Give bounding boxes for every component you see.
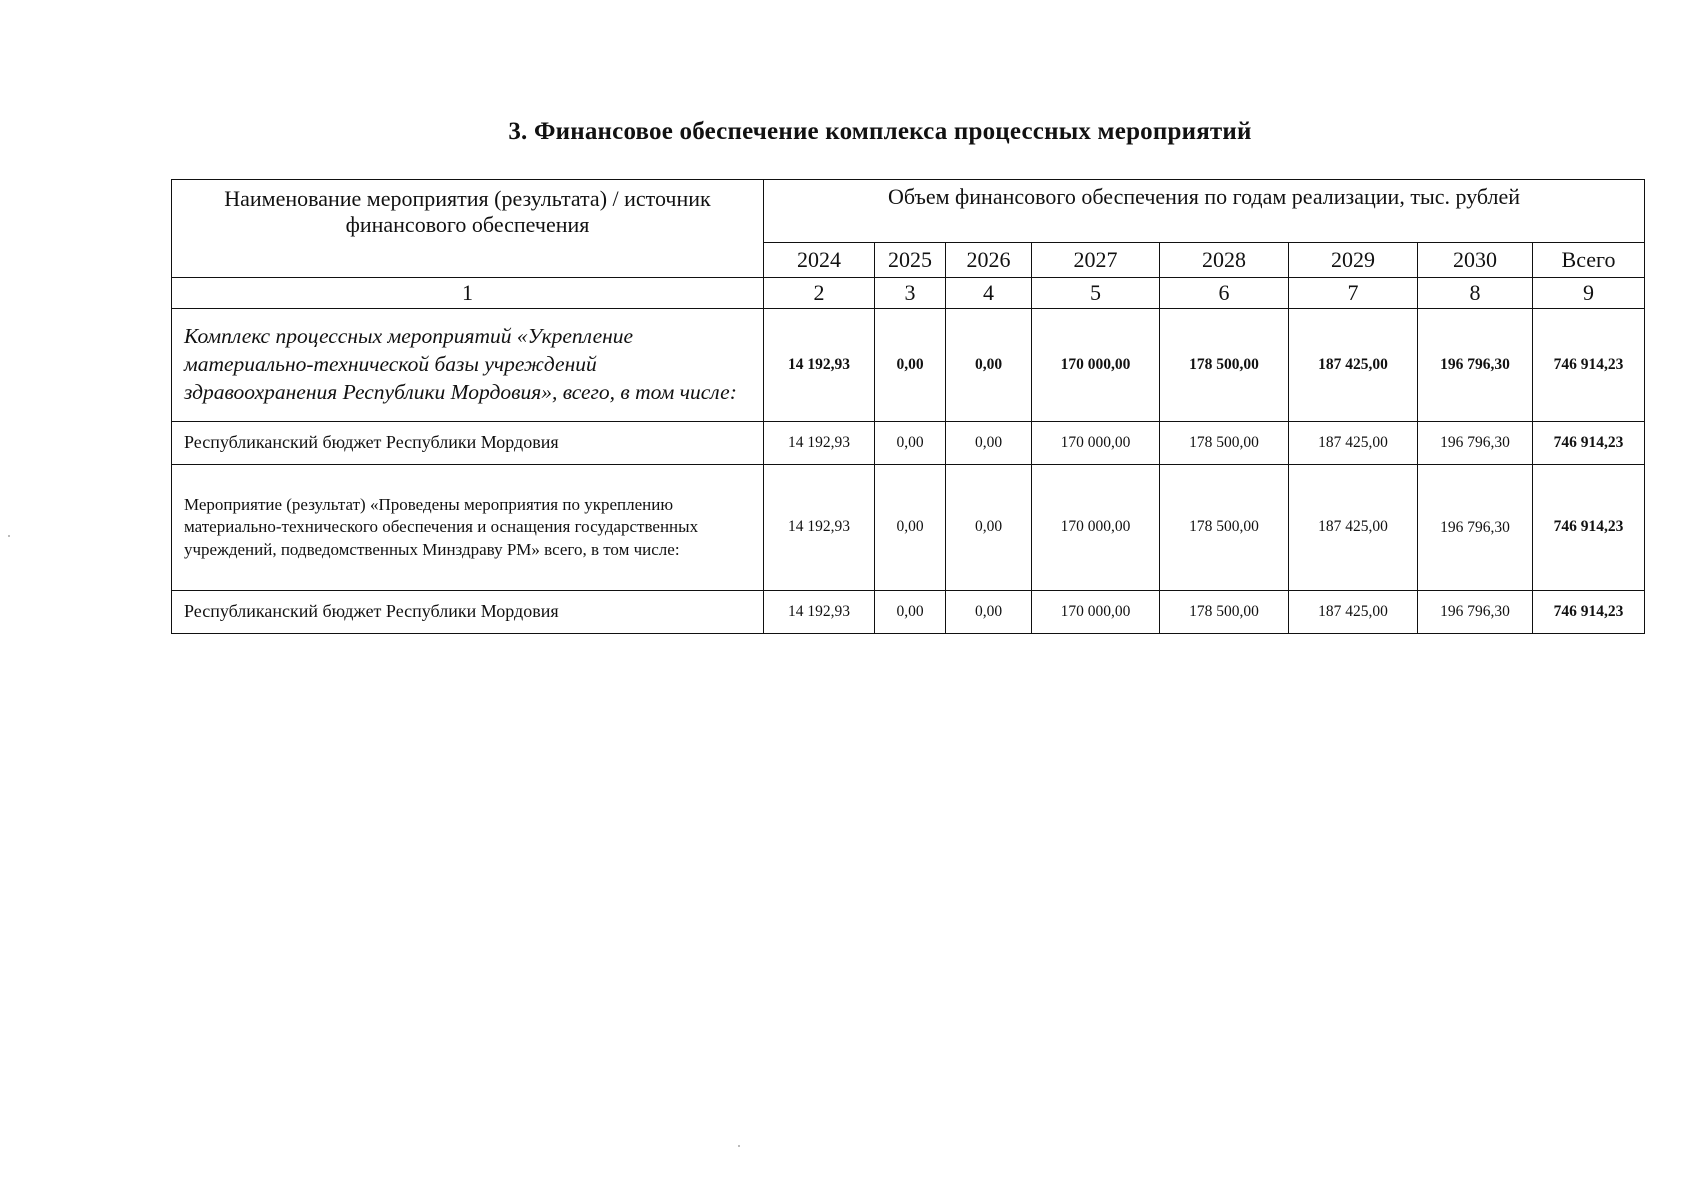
column-number: 9 [1533, 278, 1645, 309]
value-cell: 178 500,00 [1160, 465, 1289, 591]
year-cell: 2024 [764, 243, 875, 278]
column-number: 8 [1418, 278, 1533, 309]
year-cell: 2029 [1289, 243, 1418, 278]
value-cell: 178 500,00 [1160, 422, 1289, 465]
column-number: 5 [1032, 278, 1160, 309]
value-cell: 170 000,00 [1032, 465, 1160, 591]
total-cell: 746 914,23 [1533, 422, 1645, 465]
column-number: 4 [946, 278, 1032, 309]
financing-table [171, 179, 1645, 634]
row-name: Мероприятие (результат) «Проведены мероприятия по укреплению материально-технического обеспечения и оснащения государственных учреждений, подведомственных Минздраву РМ» всего, в том числе: [172, 465, 764, 591]
value-cell: 196 796,30 [1418, 465, 1533, 591]
year-cell: 2025 [875, 243, 946, 278]
value-cell: 0,00 [875, 465, 946, 591]
value-cell: 0,00 [946, 309, 1032, 422]
column-number-row [172, 278, 1645, 309]
row-name: Республиканский бюджет Республики Мордовия [172, 422, 764, 465]
year-cell: 2026 [946, 243, 1032, 278]
total-cell: 746 914,23 [1533, 465, 1645, 591]
table-row-budget [172, 422, 1645, 465]
table-row-budget [172, 591, 1645, 634]
scan-speck [738, 1145, 740, 1147]
value-cell: 187 425,00 [1289, 465, 1418, 591]
value-cell: 170 000,00 [1032, 309, 1160, 422]
value-cell: 187 425,00 [1289, 591, 1418, 634]
value-cell: 170 000,00 [1032, 422, 1160, 465]
value-cell: 196 796,30 [1418, 591, 1533, 634]
total-cell: 746 914,23 [1533, 591, 1645, 634]
page-title: 3. Финансовое обеспечение комплекса процессных мероприятий [508, 118, 1252, 145]
value-cell: 14 192,93 [764, 591, 875, 634]
table-row-measure [172, 465, 1645, 591]
value-cell: 178 500,00 [1160, 309, 1289, 422]
value-cell: 187 425,00 [1289, 422, 1418, 465]
value-cell: 178 500,00 [1160, 591, 1289, 634]
value-cell: 187 425,00 [1289, 309, 1418, 422]
total-cell: 746 914,23 [1533, 309, 1645, 422]
value-cell: 0,00 [875, 591, 946, 634]
value-cell: 14 192,93 [764, 309, 875, 422]
column-number: 1 [172, 278, 764, 309]
total-header-cell: Всего [1533, 243, 1645, 278]
header-name-cell: Наименование мероприятия (результата) / источник финансового обеспечения [172, 180, 764, 278]
table-row-complex [172, 309, 1645, 422]
value-cell: 0,00 [946, 422, 1032, 465]
row-name: Республиканский бюджет Республики Мордовия [172, 591, 764, 634]
value-cell: 0,00 [875, 422, 946, 465]
column-number: 7 [1289, 278, 1418, 309]
header-row-top [172, 180, 1645, 243]
value-cell: 0,00 [946, 591, 1032, 634]
year-cell: 2027 [1032, 243, 1160, 278]
value-cell: 196 796,30 [1418, 422, 1533, 465]
column-number: 6 [1160, 278, 1289, 309]
year-cell: 2030 [1418, 243, 1533, 278]
value-cell: 14 192,93 [764, 422, 875, 465]
column-number: 2 [764, 278, 875, 309]
value-cell: 170 000,00 [1032, 591, 1160, 634]
value-cell: 0,00 [946, 465, 1032, 591]
year-cell: 2028 [1160, 243, 1289, 278]
value-cell: 0,00 [875, 309, 946, 422]
value-cell: 196 796,30 [1418, 309, 1533, 422]
scan-speck [8, 535, 10, 537]
column-number: 3 [875, 278, 946, 309]
value-cell: 14 192,93 [764, 465, 875, 591]
header-volume-cell: Объем финансового обеспечения по годам реализации, тыс. рублей [764, 180, 1645, 243]
row-name: Комплекс процессных мероприятий «Укрепление материально-технической базы учреждений здравоохранения Республики Мордовия», всего, в том числе: [172, 309, 764, 422]
